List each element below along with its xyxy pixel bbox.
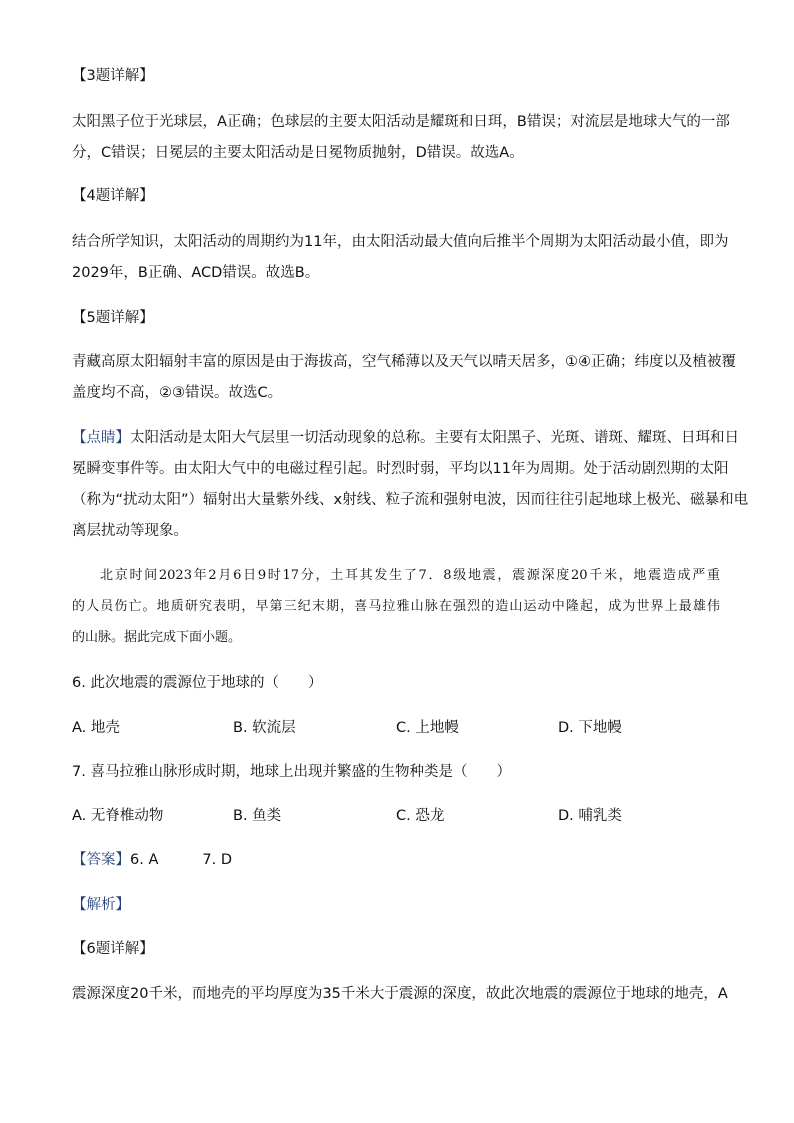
- question-6-option-d: D. 下地幔: [558, 720, 622, 736]
- question-7-stem: 7. 喜马拉雅山脉形成时期，地球上出现并繁盛的生物种类是（ ）: [72, 764, 511, 780]
- analysis-label: 【解析】: [72, 897, 130, 913]
- q5-explanation-line-1: 青藏高原太阳辐射丰富的原因是由于海拔高，空气稀薄以及天气以晴天居多，①④正确；纬度以及植被覆: [72, 354, 736, 370]
- q4-explanation-line-1: 结合所学知识，太阳活动的周期约为11年，由太阳活动最大值向后推半个周期为太阳活动最小值，即为: [72, 234, 729, 250]
- tip-label: 【点睛】: [72, 430, 130, 446]
- q6-heading: 【6题详解】: [72, 941, 154, 957]
- q4-heading: 【4题详解】: [72, 188, 154, 204]
- passage-line-1: 北京时间2023年2月6日9时17分，土耳其发生了7．8级地震，震源深度20千米，地震造成严重: [100, 568, 720, 583]
- question-6-option-c: C. 上地幔: [396, 720, 459, 736]
- passage-line-2: 的人员伤亡。地质研究表明，早第三纪末期，喜马拉雅山脉在强烈的造山运动中隆起，成为世界上最雄伟: [72, 599, 720, 614]
- question-6-option-b: B. 软流层: [233, 720, 296, 736]
- tip-line-4: 离层扰动等现象。: [72, 523, 188, 539]
- answer-label: 【答案】: [72, 852, 130, 868]
- answer-6: 6. A: [130, 852, 159, 868]
- question-7-option-c: C. 恐龙: [396, 808, 445, 824]
- answer-7: 7. D: [202, 852, 232, 868]
- q5-explanation-line-2: 盖度均不高，②③错误。故选C。: [72, 385, 283, 401]
- q5-heading: 【5题详解】: [72, 310, 154, 326]
- tip-line-1: [72, 428, 739, 448]
- answer-line: [72, 850, 232, 870]
- q6-explanation-line-1: 震源深度20千米，而地壳的平均厚度为35千米大于震源的深度，故此次地震的震源位于地球的地壳，A: [72, 986, 728, 1002]
- question-7-option-a: A. 无脊椎动物: [72, 808, 164, 824]
- tip-text: 太阳活动是太阳大气层里一切活动现象的总称。主要有太阳黑子、光斑、谱斑、耀斑、日珥和日: [130, 430, 739, 446]
- question-7-option-d: D. 哺乳类: [558, 808, 622, 824]
- question-7-option-b: B. 鱼类: [233, 808, 282, 824]
- q4-explanation-line-2: 2029年，B正确、ACD错误。故选B。: [72, 265, 320, 281]
- question-6-stem: 6. 此次地震的震源位于地球的（ ）: [72, 675, 323, 691]
- q3-explanation-line-1: 太阳黑子位于光球层，A正确；色球层的主要太阳活动是耀斑和日珥，B错误；对流层是地球大气的一部: [72, 114, 730, 130]
- tip-line-3: （称为“扰动太阳”）辐射出大量紫外线、x射线、粒子流和强射电波，因而往往引起地球上极光、磁暴和电: [72, 492, 749, 508]
- tip-line-2: 冕瞬变事件等。由太阳大气中的电磁过程引起。时烈时弱，平均以11年为周期。处于活动剧烈期的太阳: [72, 461, 729, 477]
- passage-line-3: 的山脉。据此完成下面小题。: [72, 630, 242, 645]
- q3-explanation-line-2: 分，C错误；日冕层的主要太阳活动是日冕物质抛射，D错误。故选A。: [72, 145, 524, 161]
- question-6-option-a: A. 地壳: [72, 720, 120, 736]
- q3-heading: 【3题详解】: [72, 68, 154, 84]
